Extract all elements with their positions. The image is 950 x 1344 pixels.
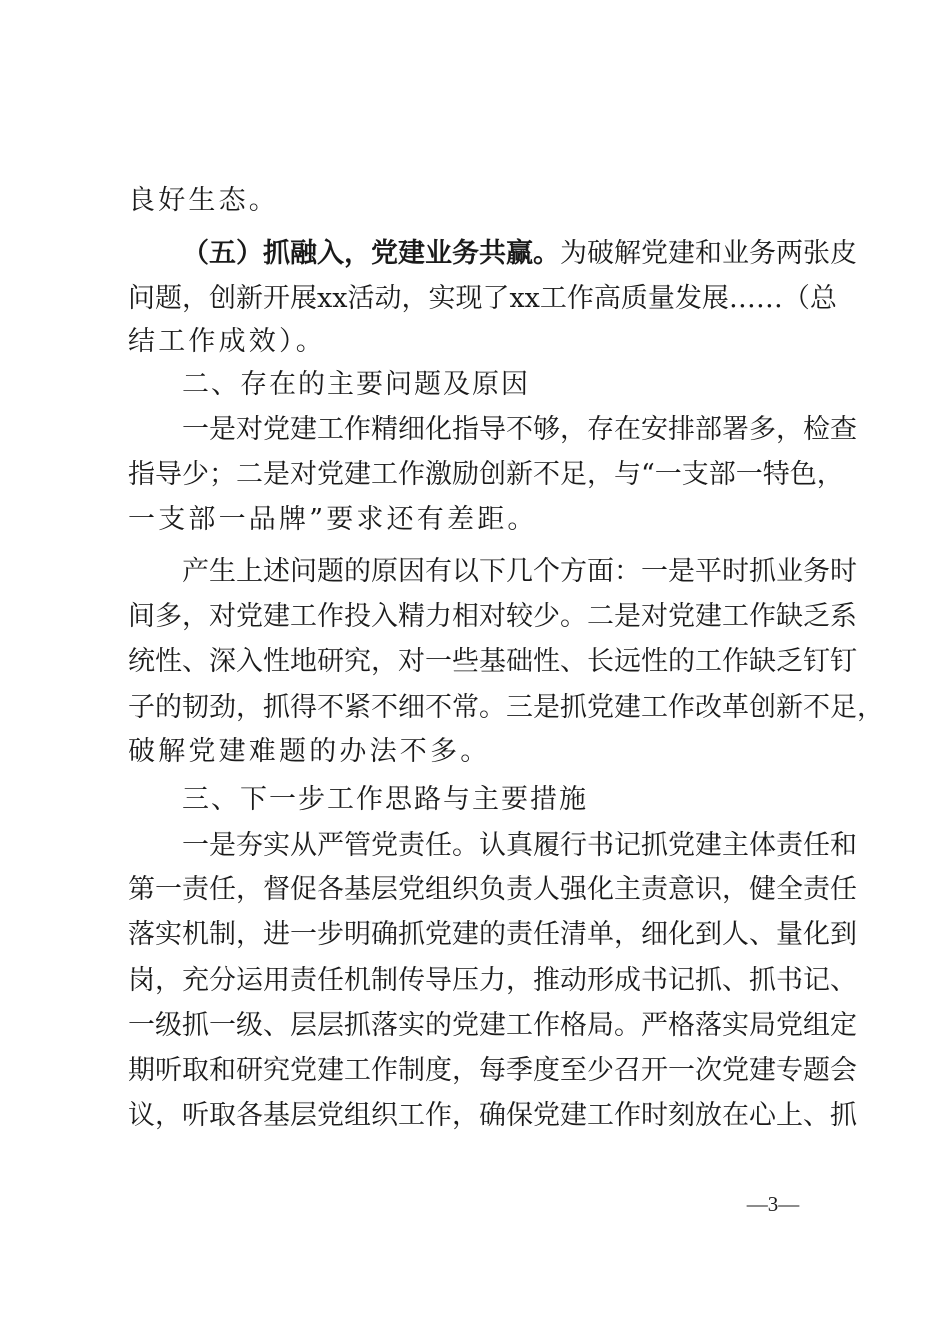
paragraph-line: 良好生态。 bbox=[128, 185, 279, 216]
paragraph-line: 一是对党建工作精细化指导不够，存在安排部署多，检查 bbox=[182, 414, 857, 445]
paragraph-line: 第一责任，督促各基层党组织负责人强化主责意识，健全责任 bbox=[128, 874, 857, 905]
paragraph-line: 问题，创新开展xx活动，实现了xx工作高质量发展……（总 bbox=[128, 283, 837, 314]
paragraph-line: 一是夯实从严管党责任。认真履行书记抓党建主体责任和 bbox=[182, 830, 857, 861]
paragraph-line: 一支部一品牌”要求还有差距。 bbox=[128, 504, 538, 535]
section-five-line bbox=[182, 234, 857, 274]
paragraph-line: 破解党建难题的办法不多。 bbox=[128, 736, 491, 767]
section-five-body: 为破解党建和业务两张皮 bbox=[560, 238, 857, 269]
paragraph-line: 一级抓一级、层层抓落实的党建工作格局。严格落实局党组定 bbox=[128, 1010, 857, 1041]
paragraph-line: 落实机制，进一步明确抓党建的责任清单，细化到人、量化到 bbox=[128, 919, 857, 950]
paragraph-line: 子的韧劲，抓得不紧不细不常。三是抓党建工作改革创新不足， bbox=[128, 692, 884, 723]
paragraph-line: 岗，充分运用责任机制传导压力，推动形成书记抓、抓书记、 bbox=[128, 965, 857, 996]
paragraph-line: 议，听取各基层党组织工作，确保党建工作时刻放在心上、抓 bbox=[128, 1100, 857, 1131]
paragraph-line: 间多，对党建工作投入精力相对较少。二是对党建工作缺乏系 bbox=[128, 601, 857, 632]
paragraph-line: 期听取和研究党建工作制度，每季度至少召开一次党建专题会 bbox=[128, 1055, 857, 1086]
paragraph-line: 指导少；二是对党建工作激励创新不足，与“一支部一特色， bbox=[128, 459, 844, 490]
section-heading-problems: 二、存在的主要问题及原因 bbox=[182, 369, 530, 400]
paragraph-line: 统性、深入性地研究，对一些基础性、长远性的工作缺乏钉钉 bbox=[128, 646, 857, 677]
paragraph-line: 结工作成效）。 bbox=[128, 326, 326, 357]
page-number: —3— bbox=[746, 1192, 800, 1216]
section-five-title: （五）抓融入，党建业务共赢。 bbox=[182, 238, 560, 269]
section-heading-next-steps: 三、下一步工作思路与主要措施 bbox=[182, 784, 588, 815]
paragraph-line: 产生上述问题的原因有以下几个方面：一是平时抓业务时 bbox=[182, 556, 857, 587]
